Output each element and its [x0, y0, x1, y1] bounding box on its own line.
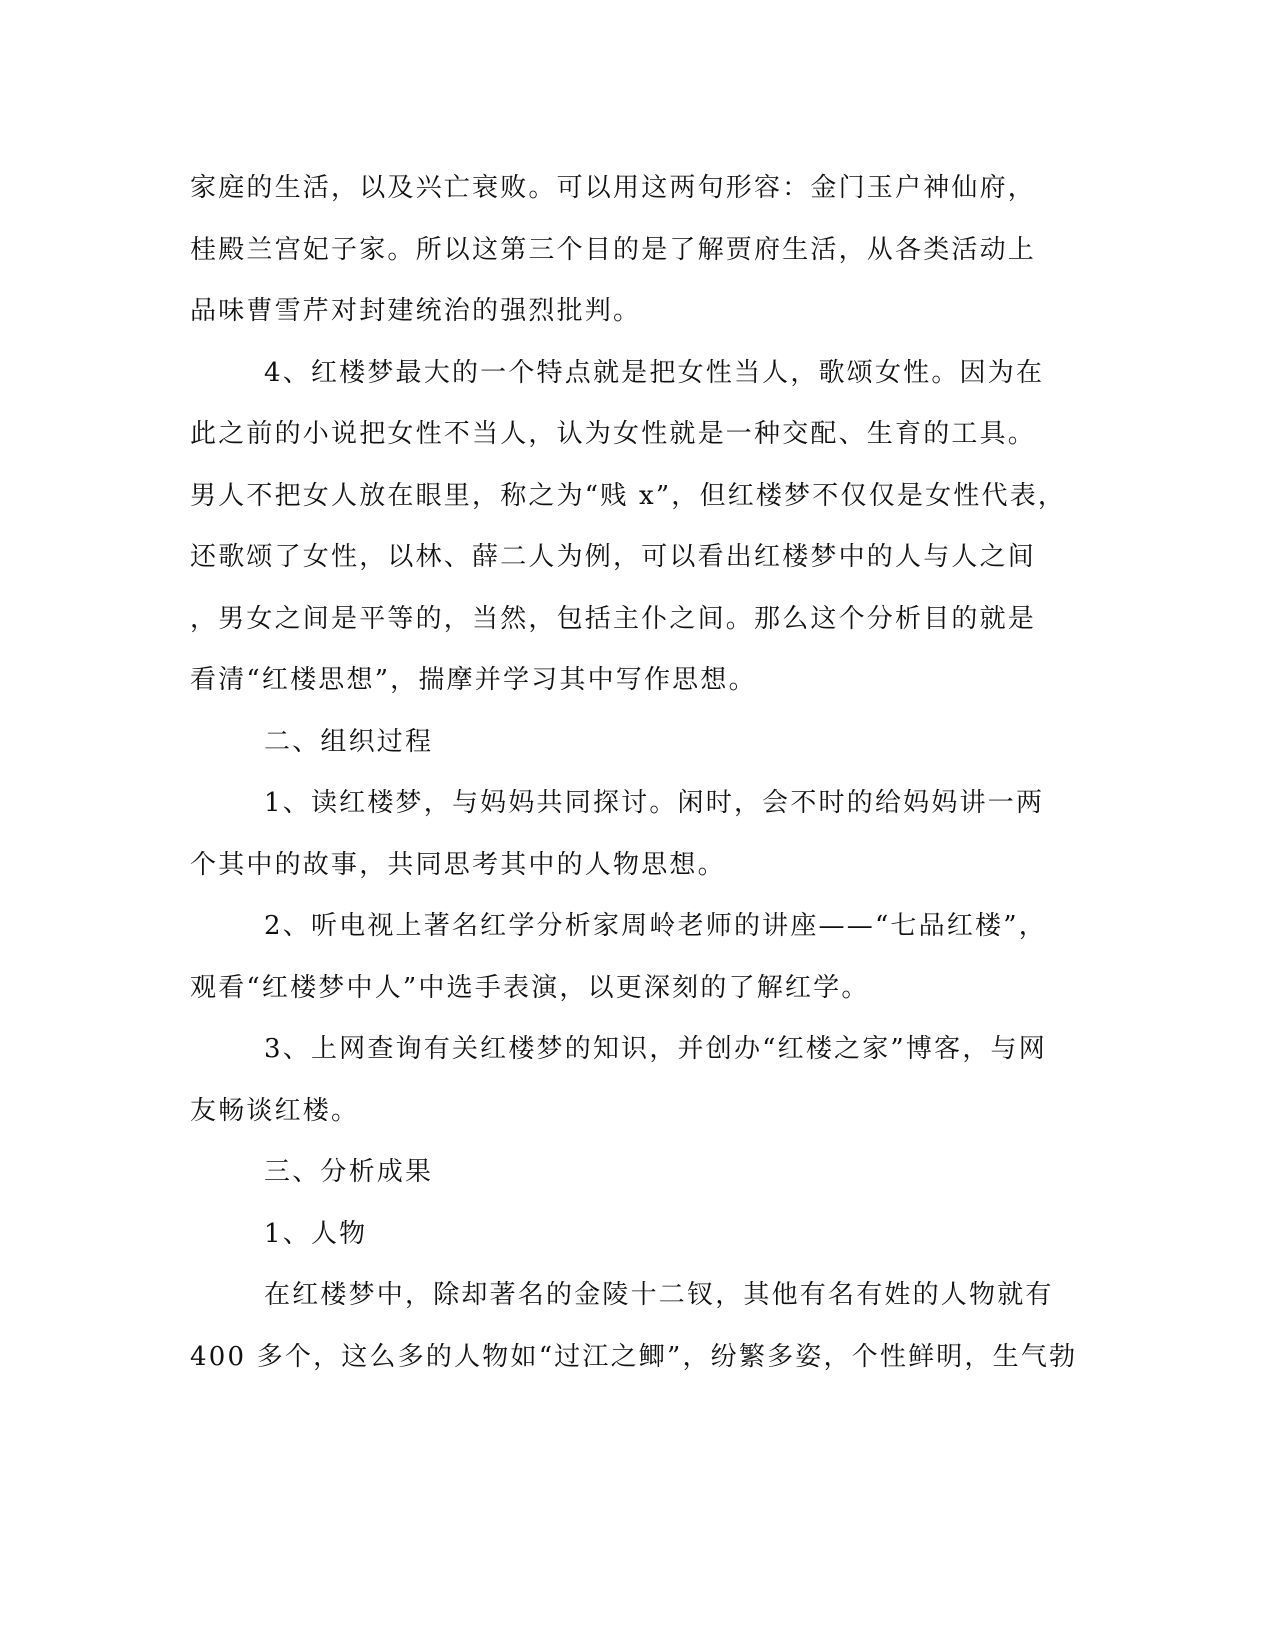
- text-line: 此之前的小说把女性不当人，认为女性就是一种交配、生育的工具。: [190, 419, 1037, 449]
- paragraph-first-line: 2、听电视上著名红学分析家周岭老师的讲座——“七品红楼”，: [264, 911, 1047, 941]
- text-line: 看清“红楼思想”，揣摩并学习其中写作思想。: [190, 665, 757, 695]
- text-line: 桂殿兰宫妃子家。所以这第三个目的是了解贾府生活，从各类活动上: [190, 234, 1037, 265]
- paragraph-first-line: 1、读红楼梦，与妈妈共同探讨。闲时，会不时的给妈妈讲一两: [264, 788, 1045, 818]
- section-heading: 二、组织过程: [264, 726, 434, 757]
- text-line: ，男女之间是平等的，当然，包括主仆之间。那么这个分析目的就是: [190, 603, 1037, 634]
- section-heading: 三、分析成果: [264, 1157, 434, 1187]
- text-line: 还歌颂了女性，以林、薛二人为例，可以看出红楼梦中的人与人之间: [190, 542, 1037, 572]
- text-line: 男人不把女人放在眼里，称之为“贱 x”，但红楼梦不仅仅是女性代表，: [190, 480, 1067, 511]
- text-line: 个其中的故事，共同思考其中的人物思想。: [190, 849, 726, 880]
- text-line: 家庭的生活，以及兴亡衰败。可以用这两句形容：金门玉户神仙府，: [190, 173, 1037, 203]
- paragraph-first-line: 在红楼梦中，除却著名的金陵十二钗，其他有名有姓的人物就有: [264, 1280, 1054, 1310]
- text-line: 400 多个，这么多的人物如“过江之鲫”，纷繁多姿，个性鲜明，生气勃: [190, 1341, 1078, 1372]
- paragraph-first-line: 4、红楼梦最大的一个特点就是把女性当人，歌颂女性。因为在: [264, 357, 1045, 388]
- text-line: 友畅谈红楼。: [190, 1095, 360, 1126]
- paragraph-first-line: 3、上网查询有关红楼梦的知识，并创办“红楼之家”博客，与网: [264, 1034, 1047, 1064]
- text-line: 品味曹雪芹对封建统治的强烈批判。: [190, 296, 642, 326]
- subsection-heading: 1、人物: [264, 1218, 368, 1249]
- text-line: 观看“红楼梦中人”中选手表演，以更深刻的了解红学。: [190, 972, 870, 1003]
- document-body: [190, 158, 1078, 1388]
